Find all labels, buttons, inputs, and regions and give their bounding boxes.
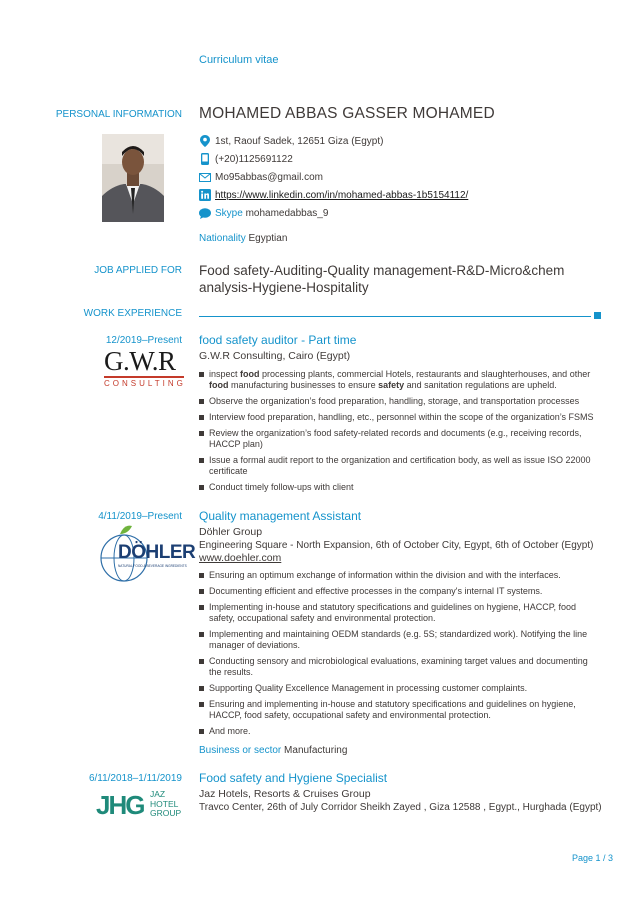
profile-photo [102, 134, 164, 222]
list-item: And more. [199, 726, 599, 737]
list-item: Ensuring an optimum exchange of information within the division and with the interfaces. [199, 570, 599, 581]
list-item: inspect food processing plants, commercial Hotels, restaurants and slaughterhouses, and other food manufacturing businesses to ensure safety and sanitation regulations are upheld. [199, 369, 599, 391]
job-applied-line2: analysis-Hygiene-Hospitality [199, 280, 369, 295]
linkedin-link[interactable]: https://www.linkedin.com/in/mohamed-abbas-1b5154112/ [215, 189, 469, 201]
gwr-logo-text: G.W.R [104, 346, 176, 376]
job2-position: Quality management Assistant [199, 509, 362, 523]
job2-employer: Döhler Group [199, 526, 263, 538]
gwr-logo [104, 348, 184, 388]
job2-website[interactable]: www.doehler.com [199, 552, 282, 564]
skype-handle: mohamedabbas_9 [245, 207, 329, 219]
linkedin-icon [199, 189, 211, 201]
address-row [199, 135, 383, 147]
list-item: Implementing in-house and statutory specifications and guidelines on hygiene, HACCP, food safety, occupational safety and environmental protection. [199, 602, 599, 624]
job1-employer: G.W.R Consulting, Cairo (Egypt) [199, 350, 351, 362]
gwr-logo-sub: CONSULTING [104, 378, 186, 388]
job-applied-line1: Food safety-Auditing-Quality management-R&D-Micro&chem [199, 263, 565, 278]
job1-date: 12/2019–Present [105, 335, 182, 346]
jhg-logo-jaz: JAZ [150, 789, 166, 799]
job2-date: 4/11/2019–Present [98, 511, 182, 522]
nationality-value: Egyptian [248, 233, 288, 244]
jhg-logo-mark: JHG [96, 790, 144, 820]
skype-label: Skype [215, 207, 243, 219]
list-item: Issue a formal audit report to the organization and certification body, as well as issue ISO 22000 certificate [199, 455, 599, 477]
section-divider-square [594, 312, 601, 319]
job3-position: Food safety and Hygiene Specialist [199, 771, 388, 785]
email-row [199, 171, 323, 183]
jhg-logo-hotel: HOTEL [150, 798, 179, 809]
candidate-name: MOHAMED ABBAS GASSER MOHAMED [199, 105, 495, 122]
phone-text: (+20)1125691122 [215, 153, 293, 165]
doehler-logo-text: DÖHLER [118, 542, 196, 563]
job2-address: Engineering Square - North Expansion, 6th of October City, Egypt, 6th of October (Egypt) [199, 540, 594, 551]
linkedin-row [199, 189, 468, 201]
work-experience-label: WORK EXPERIENCE [83, 308, 182, 319]
job1-position: food safety auditor - Part time [199, 333, 357, 347]
nationality-row [199, 233, 287, 244]
sector-label: Business or sector [199, 745, 282, 756]
section-divider [199, 316, 591, 317]
job-applied-label: JOB APPLIED FOR [94, 265, 182, 276]
job1-duties [199, 369, 599, 498]
envelope-icon [199, 171, 211, 183]
phone-row [199, 153, 293, 165]
skype-row [199, 207, 328, 219]
list-item: Conducting sensory and microbiological evaluations, examining target values and documenting the results. [199, 656, 599, 678]
job-applied-title [199, 262, 599, 296]
list-item: Review the organization’s food safety-related records and documents (e.g., receiving records, HACCP plan) [199, 428, 599, 450]
list-item: Interview food preparation, handling, etc., personnel within the scope of the organization’s FSMS [199, 412, 599, 423]
doehler-logo [98, 522, 196, 582]
mobile-phone-icon [199, 153, 211, 165]
jhg-logo-group: GROUP [150, 808, 182, 818]
doehler-logo-sub: NATURAL FOOD & BEVERAGE INGREDIENTS [118, 564, 187, 568]
job3-employer: Jaz Hotels, Resorts & Cruises Group [199, 788, 371, 800]
list-item: Observe the organization’s food preparation, handling, storage, and transportation processes [199, 396, 599, 407]
job2-duties [199, 570, 599, 742]
job3-date: 6/11/2018–1/11/2019 [88, 773, 182, 784]
sector-value: Manufacturing [284, 745, 348, 756]
list-item: Implementing and maintaining OEDM standards (e.g. 5S; standardized work). Notifying the line manager of deviations. [199, 629, 599, 651]
list-item: Conduct timely follow-ups with client [199, 482, 599, 493]
jaz-hotel-group-logo [96, 790, 186, 820]
location-pin-icon [199, 135, 211, 147]
job3-address: Travco Center, 26th of July Corridor Sheikh Zayed , Giza 12588 , Egypt., Hurghada (Egypt) [199, 802, 602, 813]
list-item: Ensuring and implementing in-house and statutory specifications and guidelines on hygiene, HACCP, food safety, occupational safety and environmental protection. [199, 699, 599, 721]
chat-bubble-icon [199, 207, 211, 219]
cv-title: Curriculum vitae [199, 54, 279, 66]
page-number: Page 1 / 3 [571, 853, 613, 863]
job2-sector [199, 745, 347, 756]
personal-information-label: PERSONAL INFORMATION [55, 109, 182, 120]
list-item: Documenting efficient and effective processes in the company's internal IT systems. [199, 586, 599, 597]
list-item: Supporting Quality Excellence Management in processing customer complaints. [199, 683, 599, 694]
address-text: 1st, Raouf Sadek, 12651 Giza (Egypt) [215, 135, 384, 147]
email-text[interactable]: Mo95abbas@gmail.com [215, 171, 323, 183]
nationality-label: Nationality [199, 233, 246, 244]
